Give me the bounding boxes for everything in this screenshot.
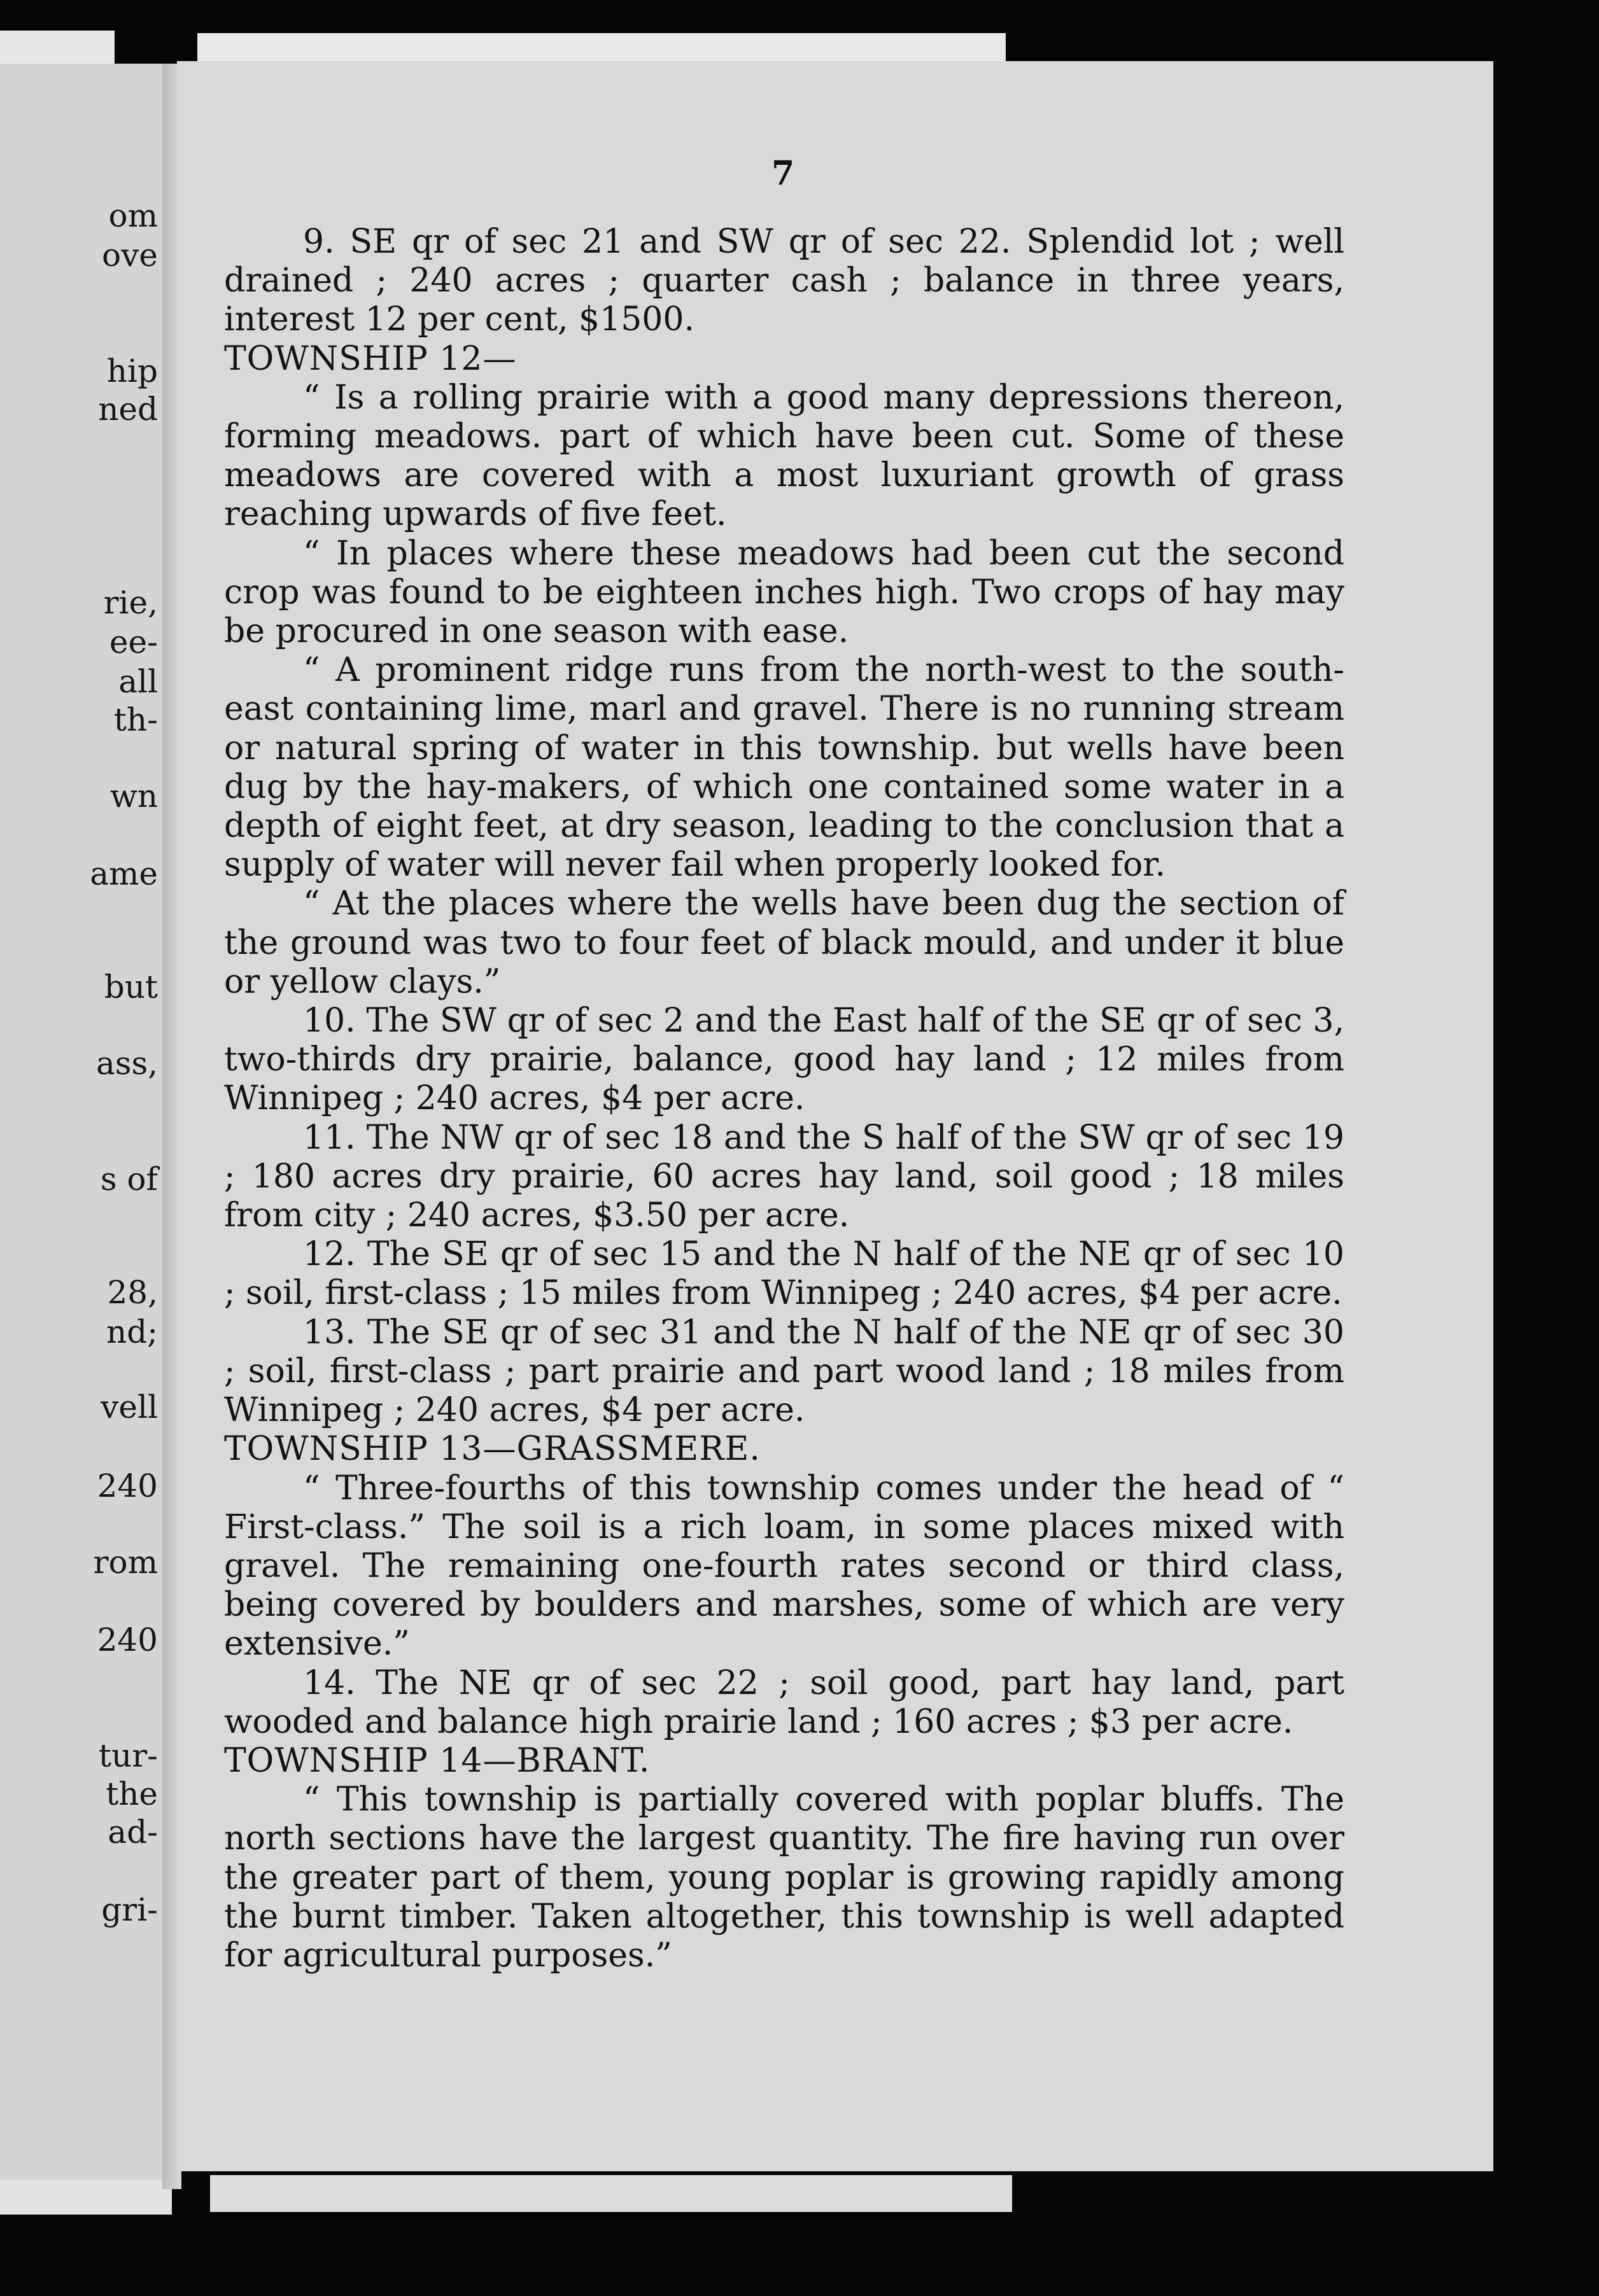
left-page-fragment: rom — [93, 1544, 158, 1581]
paragraph: “ This township is partially covered with poplar bluffs. The north sections have the largest quantity. The fire having run over the greater part of them, young poplar is growing rapidly among the burnt timber. Taken altogether, this township is well adapted for agricultural purposes.” — [224, 1781, 1344, 1975]
left-page-fragment: ass, — [95, 1045, 158, 1082]
paragraph: “ At the places where the wells have been dug the section of the ground was two to four feet of black mould, and under it blue or yellow clays.” — [224, 885, 1344, 1001]
paragraph: 14. The NE qr of sec 22 ; soil good, part hay land, part wooded and balance high prairie land ; 160 acres ; $3 per acre. — [224, 1663, 1344, 1741]
paragraph: 11. The NW qr of sec 18 and the S half of the SW qr of sec 19 ; 180 acres dry prairie, 60 acres hay land, soil good ; 18 miles from city ; 240 acres, $3.50 per acre. — [224, 1118, 1344, 1235]
left-page-fragment: but — [104, 969, 158, 1005]
left-page-fragment: 240 — [97, 1467, 158, 1504]
left-page-fragment: all — [118, 663, 158, 700]
left-page-fragment: ame — [90, 855, 158, 892]
left-page-fragment: s of — [100, 1161, 158, 1198]
left-page-fragment: tur- — [98, 1737, 158, 1774]
left-page-fragment: the — [106, 1775, 158, 1812]
left-page-fragment: ned — [98, 391, 158, 428]
left-page-fragment: ad- — [108, 1814, 158, 1851]
left-page-bottom-edge — [0, 2180, 172, 2215]
left-page-fragment: th- — [113, 701, 158, 738]
paragraph: 9. SE qr of sec 21 and SW qr of sec 22. Splendid lot ; well drained ; 240 acres ; quarter cash ; balance in three years, interest 12 per cent, $1500. — [224, 223, 1344, 339]
left-page-top-edge — [0, 31, 115, 69]
left-page-fragment: 28, — [107, 1274, 158, 1311]
left-page-fragment: hip — [106, 353, 158, 389]
paragraph: “ In places where these meadows had been cut the second crop was found to be eighteen inches high. Two crops of hay may be procured in one season with ease. — [224, 534, 1344, 651]
left-page-fragment: gri- — [101, 1891, 158, 1928]
page-body — [224, 223, 1344, 1975]
paragraph: “ Three-fourths of this township comes under the head of “ First-class.” The soil is a rich loam, in some places mixed with gravel. The remaining one-fourth rates second or third class, being covered by boulders and marshes, some of which are very extensive.” — [224, 1469, 1344, 1663]
left-page-fragment: ee- — [109, 624, 158, 661]
paragraph: “ Is a rolling prairie with a good many depressions thereon, forming meadows. part of which have been cut. Some of these meadows are covered with a most luxuriant growth of grass reaching upwards of five feet. — [224, 378, 1344, 534]
left-page-fragment: om — [108, 197, 158, 234]
left-page-fragment: ove — [102, 237, 158, 274]
paragraph: 10. The SW qr of sec 2 and the East half of the SE qr of sec 3, two-thirds dry prairie, balance, good hay land ; 12 miles from Winnipeg ; 240 acres, $4 per acre. — [224, 1002, 1344, 1118]
page-bottom-edge — [210, 2175, 1012, 2212]
left-page-text-fragments — [0, 64, 167, 2189]
paragraph: “ A prominent ridge runs from the north-west to the south-east containing lime, marl and gravel. There is no running stream or natural spring of water in this township. but wells have been dug by the hay-makers, of which one contained some water in a depth of eight feet, at dry season, leading to the conclusion that a supply of water will never fail when properly looked for. — [224, 651, 1344, 885]
paragraph: 12. The SE qr of sec 15 and the N half of the NE qr of sec 10 ; soil, first-class ; 15 miles from Winnipeg ; 240 acres, $4 per acre. — [224, 1235, 1344, 1313]
left-page — [0, 64, 167, 2189]
left-page-fragment: rie, — [103, 584, 158, 621]
page-number: 7 — [771, 154, 795, 193]
left-page-fragment: nd; — [106, 1313, 158, 1350]
left-page-fragment: vell — [101, 1389, 158, 1425]
left-page-fragment: wn — [110, 778, 158, 815]
paragraph: 13. The SE qr of sec 31 and the N half of the NE qr of sec 30 ; soil, first-class ; part prairie and part wood land ; 18 miles from Winnipeg ; 240 acres, $4 per acre. — [224, 1313, 1344, 1430]
left-page-fragment: 240 — [97, 1621, 158, 1658]
section-heading: TOWNSHIP 12— — [224, 339, 517, 378]
section-heading: TOWNSHIP 14—BRANT. — [224, 1741, 651, 1780]
section-heading: TOWNSHIP 13—GRASSMERE. — [224, 1430, 761, 1469]
